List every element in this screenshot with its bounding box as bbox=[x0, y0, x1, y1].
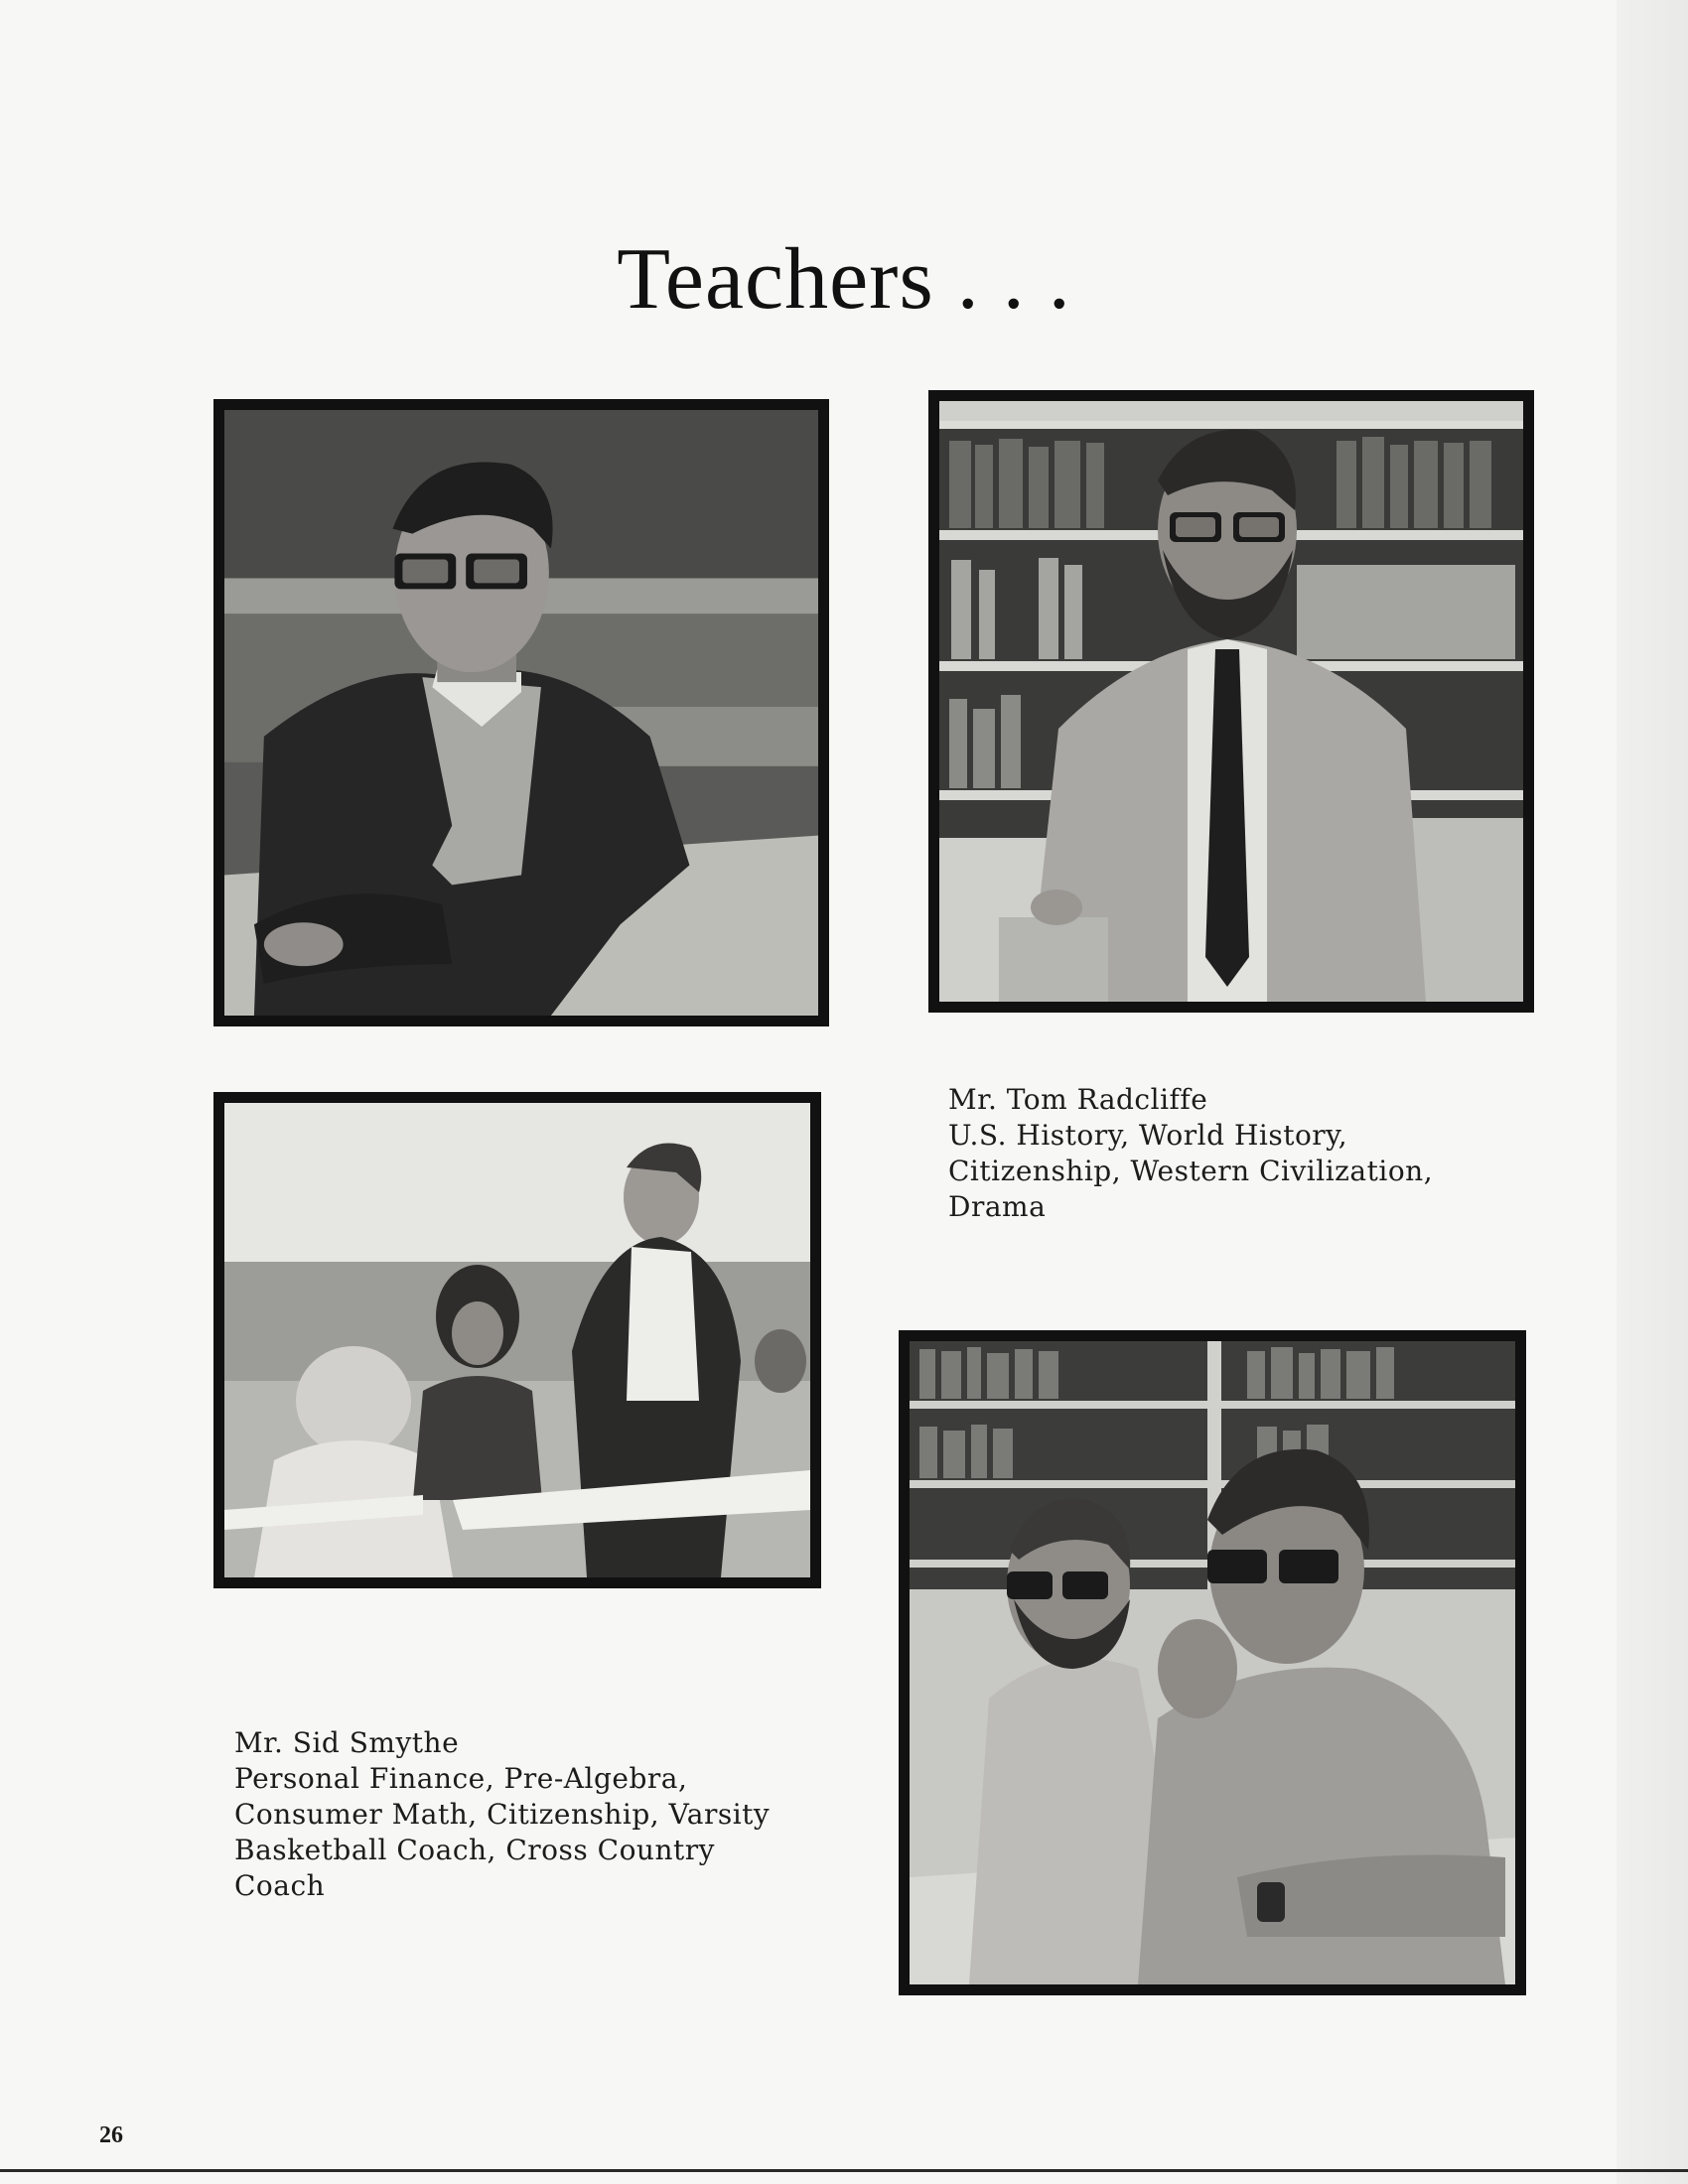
caption-smythe-line: Coach bbox=[234, 1869, 326, 1902]
caption-radcliffe-line: Drama bbox=[948, 1190, 1047, 1223]
photo-seated-teacher bbox=[213, 399, 829, 1026]
photo-smythe-classroom-image bbox=[224, 1103, 810, 1577]
page-number: 26 bbox=[99, 2122, 123, 2148]
caption-radcliffe-line: Citizenship, Western Civilization, bbox=[948, 1155, 1434, 1187]
caption-smythe-name: Mr. Sid Smythe bbox=[234, 1726, 460, 1759]
photo-radcliffe bbox=[928, 390, 1534, 1013]
caption-smythe-line: Consumer Math, Citizenship, Varsity bbox=[234, 1798, 771, 1831]
photo-two-teachers-library-image bbox=[910, 1341, 1515, 1984]
caption-radcliffe-line: U.S. History, World History, bbox=[948, 1119, 1348, 1152]
page-title: Teachers . . . bbox=[617, 231, 1071, 328]
caption-smythe-line: Basketball Coach, Cross Country bbox=[234, 1834, 715, 1866]
page-edge-shadow bbox=[1617, 0, 1688, 2184]
photo-smythe-classroom bbox=[213, 1092, 821, 1588]
caption-radcliffe-name: Mr. Tom Radcliffe bbox=[948, 1083, 1208, 1116]
photo-radcliffe-image bbox=[939, 401, 1523, 1002]
photo-two-teachers-library bbox=[899, 1330, 1526, 1995]
photo-seated-teacher-image bbox=[224, 410, 818, 1016]
caption-radcliffe bbox=[948, 1082, 1433, 1225]
caption-smythe-line: Personal Finance, Pre-Algebra, bbox=[234, 1762, 688, 1795]
bottom-rule bbox=[0, 2169, 1688, 2172]
caption-smythe bbox=[234, 1725, 770, 1904]
